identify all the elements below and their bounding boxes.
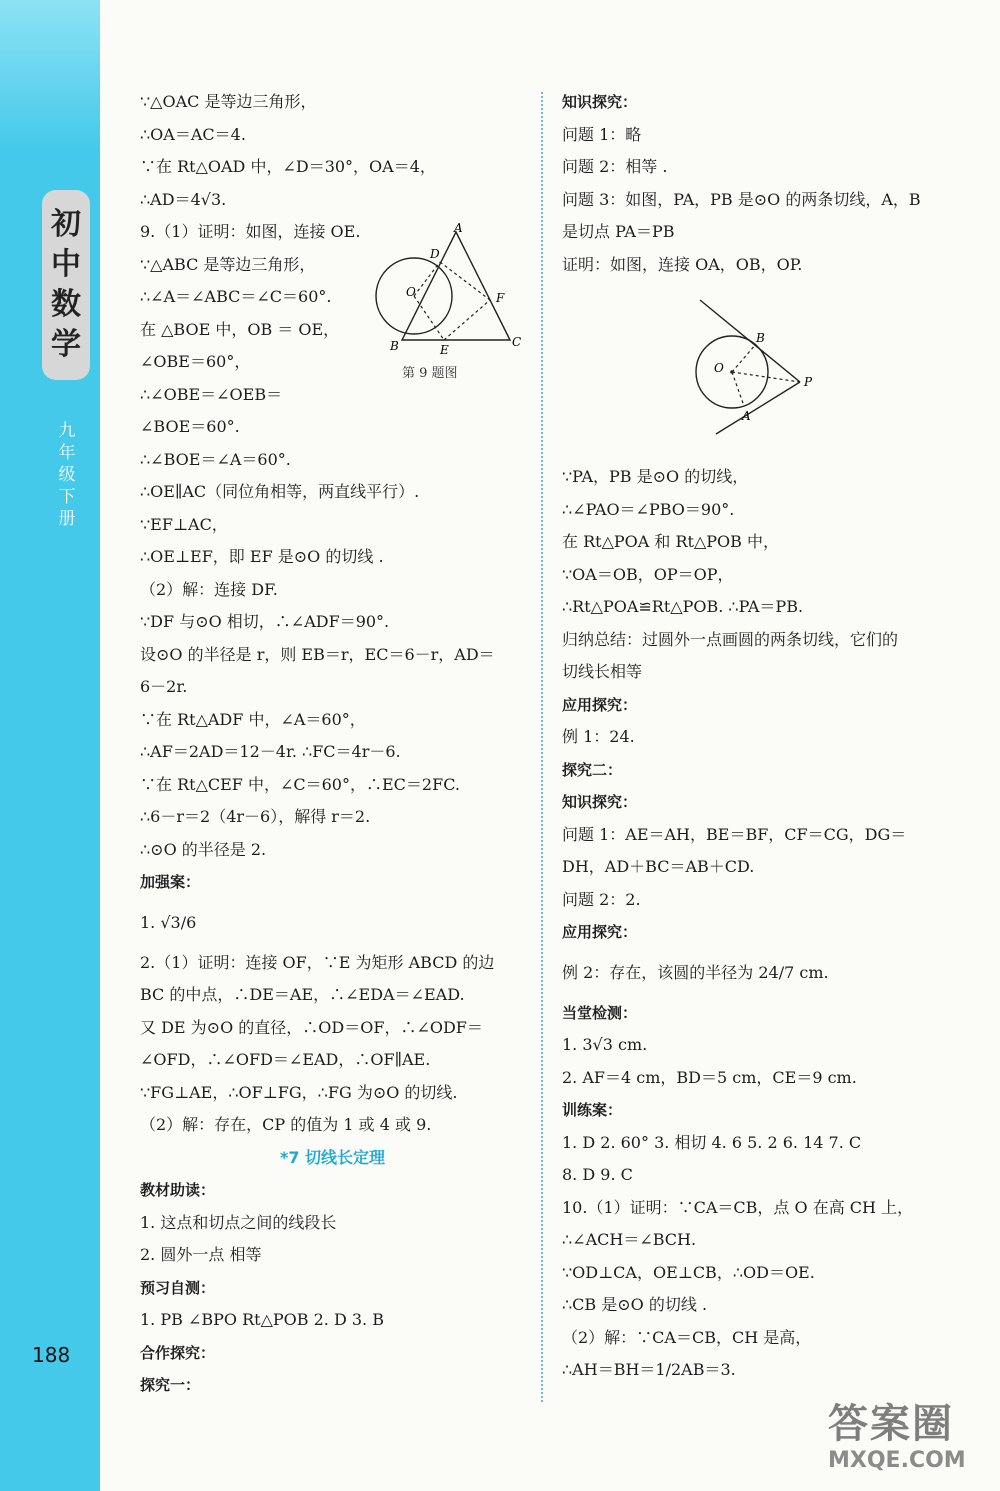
section-heading: 预习自测： xyxy=(140,1278,216,1297)
subject-title-char: 数 xyxy=(51,287,81,322)
text-line: 例 2：存在，该圆的半径为 24/7 cm. xyxy=(562,962,829,982)
text-line: 是切点 PA＝PB xyxy=(562,222,675,241)
watermark xyxy=(828,1392,988,1482)
text-line: BC 的中点，∴DE＝AE，∴∠EDA＝∠EAD. xyxy=(140,985,465,1004)
text-line: ∵EF⊥AC， xyxy=(140,514,228,534)
figure-tangent-diagram xyxy=(680,292,820,442)
text-line: （2）解：∵CA＝CB，CH 是高， xyxy=(562,1327,812,1347)
text-line: ∠OBE＝60°， xyxy=(140,352,251,371)
section-heading: 知识探究： xyxy=(562,793,638,811)
text-line: ∵△ABC 是等边三角形， xyxy=(140,254,316,274)
text-line: 问题 1：略 xyxy=(562,124,642,144)
point-label-a: A xyxy=(454,221,463,235)
text-line: ∴AH＝BH＝1/2AB＝3. xyxy=(562,1360,736,1379)
grade-char: 年 xyxy=(58,443,76,463)
text-line: ∴∠BOE＝∠A＝60°. xyxy=(140,449,291,469)
sidebar-strip xyxy=(0,0,100,1491)
text-line: 切线长相等 xyxy=(562,662,643,681)
grade-label xyxy=(52,420,82,530)
text-line: ∴∠OBE＝∠OEB＝ xyxy=(140,384,283,404)
text-line: ∴6－r＝2（4r－6），解得 r＝2. xyxy=(140,807,371,826)
point-label-c: C xyxy=(512,335,522,349)
section-heading: 知识探究： xyxy=(562,93,638,111)
segment-ob xyxy=(732,344,756,372)
page-number: 188 xyxy=(32,1343,71,1367)
text-line: ∴∠ACH＝∠BCH. xyxy=(562,1230,697,1249)
text-line: ∴AD＝4√3. xyxy=(140,189,227,209)
section-heading: 探究二： xyxy=(562,760,623,779)
point-label-o: O xyxy=(714,361,724,375)
text-line: 2. 圆外一点 相等 xyxy=(140,1245,262,1264)
point-label-a: A xyxy=(742,409,751,423)
section-heading: 加强案： xyxy=(140,873,201,891)
right-column xyxy=(562,86,947,1387)
section-heading: 合作探究： xyxy=(140,1343,216,1362)
text-line: ∵在 Rt△ADF 中，∠A＝60°， xyxy=(140,709,366,729)
text-line: ∴OE∥AC（同位角相等，两直线平行）. xyxy=(140,482,420,501)
text-line: 1. PB ∠BPO Rt△POB 2. D 3. B xyxy=(140,1310,384,1329)
text-line: 1. 3√3 cm. xyxy=(562,1035,648,1054)
grade-char: 九 xyxy=(58,421,76,441)
watermark-brand: 答案圈 xyxy=(828,1401,954,1447)
text-line: （2）解：存在，CP 的值为 1 或 4 或 9. xyxy=(140,1115,432,1134)
watermark-url: MXQE.COM xyxy=(828,1448,966,1473)
text-line: ∴OE⊥EF，即 EF 是⊙O 的切线 . xyxy=(140,547,384,566)
text-line: 问题 2：相等 . xyxy=(562,157,668,176)
segment-oa xyxy=(732,372,744,406)
figure-9-diagram xyxy=(368,220,528,360)
text-line: 问题 3：如图，PA，PB 是⊙O 的两条切线，A，B xyxy=(562,189,921,209)
text-line: ∠BOE＝60°. xyxy=(140,417,240,436)
segment-df xyxy=(440,262,490,300)
text-line: （2）解：连接 DF. xyxy=(140,579,278,599)
text-line: ∵DF 与⊙O 相切，∴∠ADF＝90°. xyxy=(140,612,390,631)
text-line: 在 △BOE 中，OB ＝ OE， xyxy=(140,319,340,339)
grade-char: 下 xyxy=(58,487,76,507)
text-line: 1. D 2. 60° 3. 相切 4. 6 5. 2 6. 14 7. C xyxy=(562,1132,862,1152)
point-label-b: B xyxy=(756,331,765,345)
section-heading: 当堂检测： xyxy=(562,1003,638,1022)
text-line: 10.（1）证明：∵CA＝CB，点 O 在高 CH 上， xyxy=(562,1197,914,1217)
point-label-f: F xyxy=(496,291,505,305)
column-divider xyxy=(541,92,543,1402)
center-point xyxy=(730,370,734,374)
text-line: 9.（1）证明：如图，连接 OE. xyxy=(140,222,361,241)
section-heading: 教材助读： xyxy=(140,1181,216,1199)
text-line: ∵FG⊥AE，∴OF⊥FG，∴FG 为⊙O 的切线. xyxy=(140,1082,458,1102)
text-line: 归纳总结：过圆外一点画圆的两条切线，它们的 xyxy=(562,629,899,649)
point-label-b: B xyxy=(390,339,399,353)
text-line: DH，AD＋BC＝AB＋CD. xyxy=(562,857,755,876)
text-line: ∴CB 是⊙O 的切线 . xyxy=(562,1295,708,1314)
text-line: ∴⊙O 的半径是 2. xyxy=(140,839,267,859)
text-line: ∵△OAC 是等边三角形， xyxy=(140,92,317,111)
text-line: 8. D 9. C xyxy=(562,1165,633,1184)
text-line: 问题 2：2. xyxy=(562,889,641,909)
sidebar-top-tab xyxy=(0,0,100,150)
text-line: 2.（1）证明：连接 OF，∵E 为矩形 ABCD 的边 xyxy=(140,952,495,972)
text-line: ∴OA＝AC＝4. xyxy=(140,124,246,144)
subject-title xyxy=(42,190,90,380)
text-line: ∴∠PAO＝∠PBO＝90°. xyxy=(562,499,735,519)
text-line: ∵PA，PB 是⊙O 的切线， xyxy=(562,467,749,486)
point-label-o: O xyxy=(406,285,416,299)
text-line: 2. AF＝4 cm，BD＝5 cm，CE＝9 cm. xyxy=(562,1067,857,1087)
text-line: 在 Rt△POA 和 Rt△POB 中， xyxy=(562,532,779,551)
text-line: 设⊙O 的半径是 r，则 EB＝r，EC＝6－r，AD＝ xyxy=(140,644,495,664)
section-heading: 训练案： xyxy=(562,1101,623,1119)
text-line: 问题 1：AE＝AH，BE＝BF，CF＝CG，DG＝ xyxy=(562,824,907,844)
text-line: ∴AF＝2AD＝12－4r. ∴FC＝4r－6. xyxy=(140,742,401,761)
text-line: 1. 这点和切点之间的线段长 xyxy=(140,1212,337,1232)
figure-9-caption: 第 9 题图 xyxy=(402,366,458,381)
section-heading: 探究一： xyxy=(140,1376,201,1394)
subject-title-char: 初 xyxy=(51,207,81,242)
point-label-d: D xyxy=(430,247,440,261)
text-line: ∵OD⊥CA，OE⊥CB，∴OD＝OE. xyxy=(562,1262,815,1282)
text-line: ∠OFD，∴∠OFD＝∠EAD，∴OF∥AE. xyxy=(140,1050,431,1069)
text-line: 6－2r. xyxy=(140,677,188,696)
text-line: ∵在 Rt△CEF 中，∠C＝60°，∴EC＝2FC. xyxy=(140,774,460,794)
grade-char: 册 xyxy=(58,509,76,529)
text-line: ∴Rt△POA≌Rt△POB. ∴PA＝PB. xyxy=(562,597,804,616)
subject-title-char: 中 xyxy=(51,247,81,282)
text-line: 例 1：24. xyxy=(562,727,635,746)
section-title: *7 切线长定理 xyxy=(279,1147,386,1167)
section-heading: 应用探究： xyxy=(562,695,638,714)
text-line: ∵OA＝OB，OP＝OP， xyxy=(562,564,734,584)
text-line: 证明：如图，连接 OA，OB，OP. xyxy=(562,254,803,274)
point-label-e: E xyxy=(440,343,449,357)
triangle-abc xyxy=(402,232,510,340)
text-line: ∵在 Rt△OAD 中，∠D＝30°，OA＝4， xyxy=(140,157,436,176)
text-line: 1. √3/6 xyxy=(140,912,197,932)
subject-title-char: 学 xyxy=(51,327,81,362)
section-heading: 应用探究： xyxy=(562,923,638,941)
text-line: 又 DE 为⊙O 的直径，∴OD＝OF，∴∠ODF＝ xyxy=(140,1017,483,1037)
grade-char: 级 xyxy=(58,465,76,485)
point-label-p: P xyxy=(804,375,813,389)
text-line: ∴∠A＝∠ABC＝∠C＝60°. xyxy=(140,287,332,306)
